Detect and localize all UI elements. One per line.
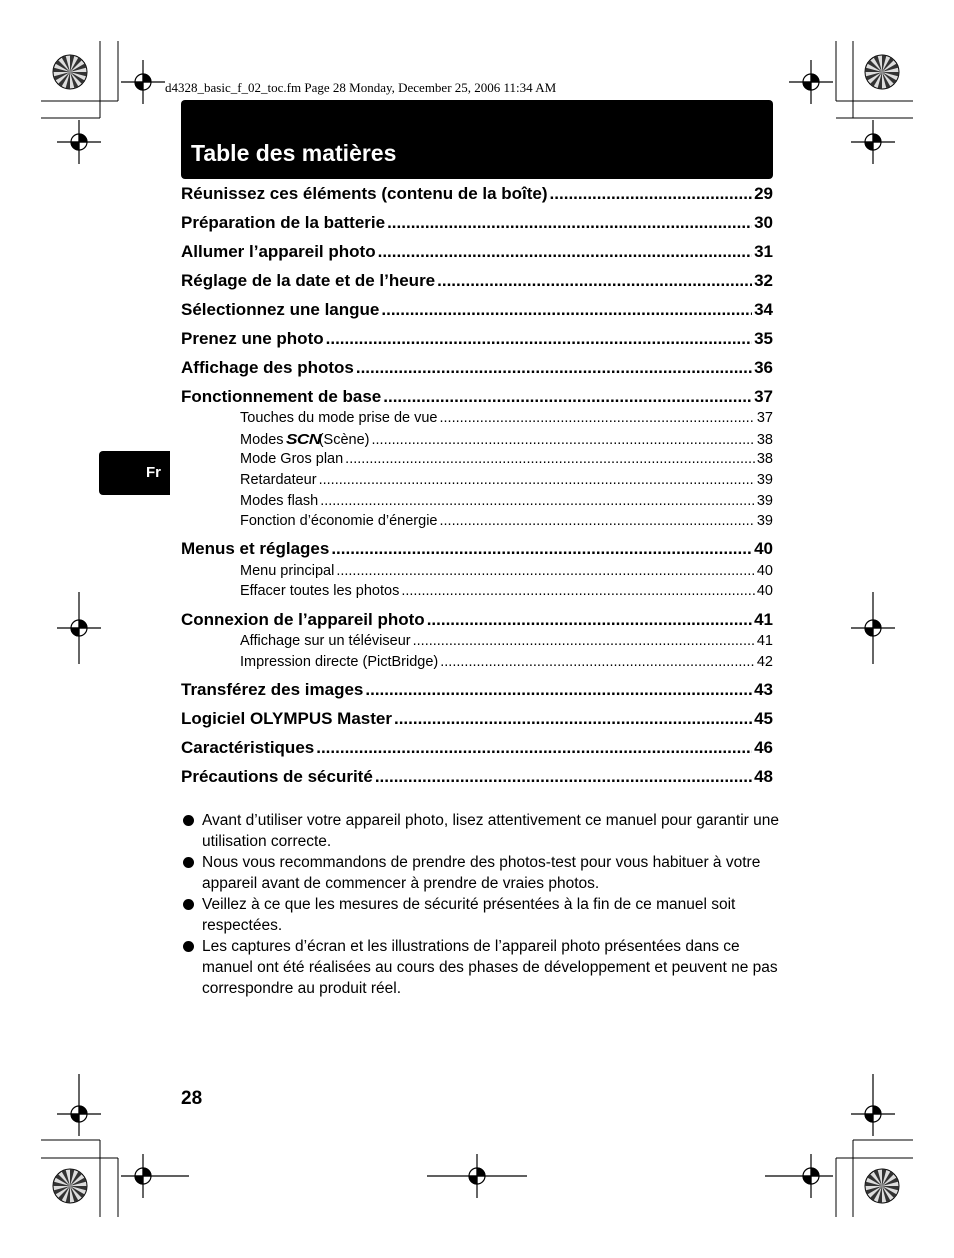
bullet-icon [183, 899, 194, 910]
toc-entry[interactable]: Réunissez ces éléments (contenu de la boîte) ..... 29 [181, 184, 773, 208]
title-banner [181, 100, 773, 179]
notes-list [181, 810, 781, 999]
toc-subentry[interactable]: Retardateur ..... 39 [240, 472, 773, 492]
toc-subentry[interactable]: Menu principal ..... 40 [240, 563, 773, 583]
toc-entry[interactable]: Réglage de la date et de l’heure ..... 32 [181, 271, 773, 295]
page-number: 28 [181, 1088, 203, 1109]
list-item: Nous vous recommandons de prendre des photos-test pour vous habituer à votre appareil avant de commencer à prendre de vraies photos. [181, 852, 781, 894]
toc-entry[interactable]: Transférez des images ..... 43 [181, 680, 773, 704]
toc-subentry[interactable]: Impression directe (PictBridge) ..... 42 [240, 654, 773, 674]
list-item: Veillez à ce que les mesures de sécurité présentées à la fin de ce manuel soit respectées. [181, 894, 781, 936]
language-tab [99, 451, 170, 495]
toc-entry[interactable]: Prenez une photo ..... 35 [181, 329, 773, 353]
file-info-header: d4328_basic_f_02_toc.fm Page 28 Monday, December 25, 2006 11:34 AM [165, 80, 557, 95]
scn-mode-icon: SCN [285, 431, 321, 448]
toc-entry[interactable]: Fonctionnement de base ..... 37 [181, 387, 773, 411]
toc-entry[interactable]: Logiciel OLYMPUS Master ..... 45 [181, 709, 773, 733]
bullet-icon [183, 857, 194, 868]
list-item: Les captures d’écran et les illustrations de l’appareil photo présentées dans ce manuel ont été réalisées au cours des phases de développement et peuvent ne pas correspondre au produit réel. [181, 936, 781, 999]
toc-subentry[interactable]: Modes flash ..... 39 [240, 493, 773, 513]
toc-entry[interactable]: Précautions de sécurité ..... 48 [181, 767, 773, 791]
toc-entry[interactable]: Affichage des photos ..... 36 [181, 358, 773, 382]
bullet-icon [183, 941, 194, 952]
toc-entry[interactable]: Sélectionnez une langue ..... 34 [181, 300, 773, 324]
language-tab-label: Fr [146, 464, 161, 481]
page-title: Table des matières [191, 140, 397, 166]
toc-entry[interactable]: Préparation de la batterie ..... 30 [181, 213, 773, 237]
toc-entry[interactable]: Connexion de l’appareil photo ..... 41 [181, 610, 773, 634]
toc-subentry[interactable]: Effacer toutes les photos ..... 40 [240, 583, 773, 603]
list-item: Avant d’utiliser votre appareil photo, lisez attentivement ce manuel pour garantir une utilisation correcte. [181, 810, 781, 852]
toc-subentry[interactable]: Modes SCN(Scène) ..... 38 [240, 431, 773, 451]
toc-subentry[interactable]: Fonction d’économie d’énergie ..... 39 [240, 513, 773, 533]
toc-subentry[interactable]: Affichage sur un téléviseur ..... 41 [240, 633, 773, 653]
toc-subentry[interactable]: Touches du mode prise de vue ..... 37 [240, 410, 773, 430]
toc-subentry[interactable]: Mode Gros plan ..... 38 [240, 451, 773, 471]
bullet-icon [183, 815, 194, 826]
toc-entry[interactable]: Caractéristiques ..... 46 [181, 738, 773, 762]
toc-entry[interactable]: Allumer l’appareil photo ..... 31 [181, 242, 773, 266]
toc-entry[interactable]: Menus et réglages ..... 40 [181, 539, 773, 563]
